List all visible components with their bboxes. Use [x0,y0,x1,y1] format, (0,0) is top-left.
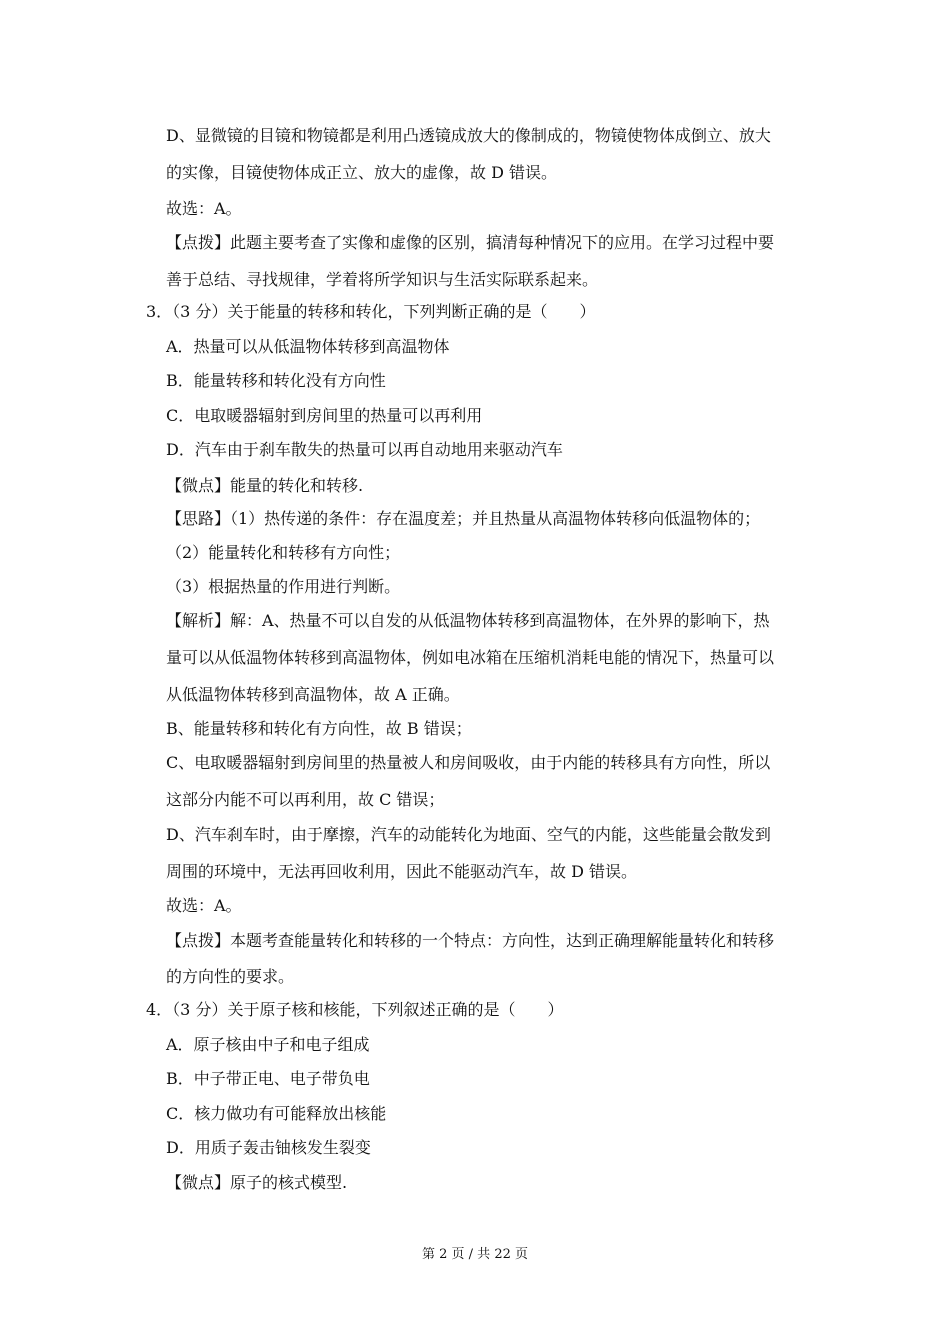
q3-comment-line-2: 的方向性的要求。 [166,967,295,986]
q3-approach-line-3: （3）根据热量的作用进行判断。 [166,577,401,596]
q3-approach-line-1: 【思路】（1）热传递的条件：存在温度差；并且热量从高温物体转移向低温物体的； [166,509,761,528]
q2-comment-line-2: 善于总结、寻找规律，学着将所学知识与生活实际联系起来。 [166,270,599,289]
q3-option-c: C．电取暖器辐射到房间里的热量可以再利用 [166,406,483,425]
q4-option-c: C．核力做功有可能释放出核能 [166,1104,387,1123]
q3-option-b: B．能量转移和转化没有方向性 [166,371,386,390]
q2-answer: 故选：A。 [166,199,242,218]
q3-option-a: A．热量可以从低温物体转移到高温物体 [166,337,450,356]
q2-comment-line-1: 【点拨】此题主要考查了实像和虚像的区别，搞清每种情况下的应用。在学习过程中要 [166,233,775,252]
q4-option-d: D．用质子轰击铀核发生裂变 [166,1138,371,1157]
q3-analysis-line-1: 【解析】解：A、热量不可以自发的从低温物体转移到高温物体，在外界的影响下，热 [166,611,770,630]
q4-option-b: B．中子带正电、电子带负电 [166,1069,370,1088]
q2-option-d-analysis-line-1: D、显微镜的目镜和物镜都是利用凸透镜成放大的像制成的，物镜使物体成倒立、放大 [166,126,771,145]
q3-analysis-line-4: B、能量转移和转化有方向性，故 B 错误； [166,719,472,738]
q3-option-d: D．汽车由于刹车散失的热量可以再自动地用来驱动汽车 [166,440,563,459]
q2-option-d-analysis-line-2: 的实像，目镜使物体成正立、放大的虚像，故 D 错误。 [166,163,558,182]
q3-stem: 3．（3 分）关于能量的转移和转化，下列判断正确的是（ ） [146,302,596,321]
q4-knowledge-point: 【微点】原子的核式模型. [166,1173,348,1192]
q3-analysis-line-6: 这部分内能不可以再利用，故 C 错误； [166,790,445,809]
page-footer: 第 2 页 / 共 22 页 [422,1247,528,1262]
q3-analysis-line-2: 量可以从低温物体转移到高温物体，例如电冰箱在压缩机消耗电能的情况下，热量可以 [166,648,775,667]
q3-answer: 故选：A。 [166,896,242,915]
q3-analysis-line-8: 周围的环境中，无法再回收利用，因此不能驱动汽车，故 D 错误。 [166,862,638,881]
q3-analysis-line-7: D、汽车刹车时，由于摩擦，汽车的动能转化为地面、空气的内能，这些能量会散发到 [166,825,771,844]
q3-comment-line-1: 【点拨】本题考查能量转化和转移的一个特点：方向性，达到正确理解能量转化和转移 [166,931,775,950]
q3-approach-line-2: （2）能量转化和转移有方向性； [166,543,401,562]
q3-analysis-line-5: C、电取暖器辐射到房间里的热量被人和房间吸收，由于内能的转移具有方向性，所以 [166,753,771,772]
q4-stem: 4．（3 分）关于原子核和核能，下列叙述正确的是（ ） [146,1000,564,1019]
q4-option-a: A．原子核由中子和电子组成 [166,1035,370,1054]
q3-knowledge-point: 【微点】能量的转化和转移. [166,476,364,495]
q3-analysis-line-3: 从低温物体转移到高温物体，故 A 正确。 [166,685,460,704]
